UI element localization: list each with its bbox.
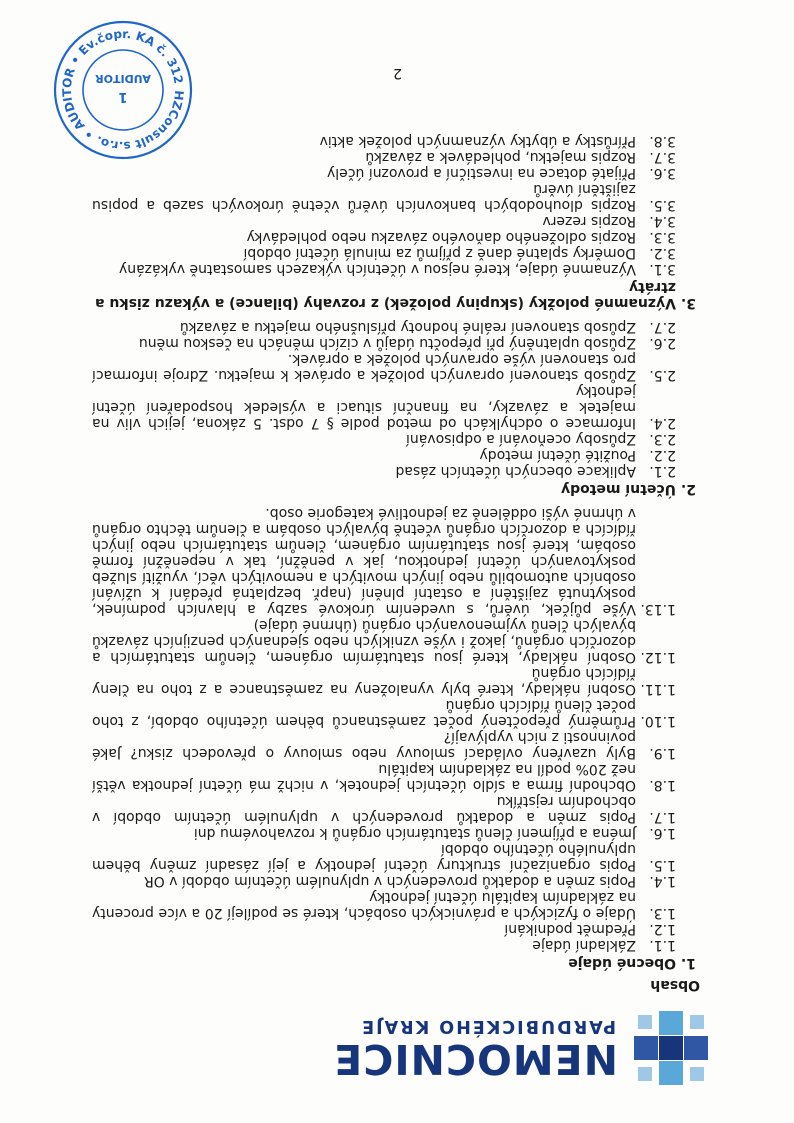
item-text: Přijaté dotace na investiční a provozní účely [327,165,636,181]
item-text: Použité účetní metody [479,447,636,463]
list-item [92,937,676,953]
item-number: 1.9. [649,745,676,761]
list-item [92,181,676,213]
item-number: 3.4. [649,213,676,229]
list-item [92,165,676,181]
section-title-text: Významné položky (skupiny položek) z rozvahy (bilance) a výkazu zisku a ztráty [95,279,676,311]
item-number: 2.4. [649,415,676,431]
list-item [92,761,676,793]
list-item [92,463,676,479]
item-text: Rozpis rezerv [542,213,636,229]
list-item [92,665,676,697]
item-number: 2.2. [649,447,676,463]
list-item [92,245,676,261]
item-number: 1.12. [640,649,676,665]
section-title-text: Obecné údaje [568,955,676,971]
auditor-stamp [48,15,198,165]
item-number: 1.11. [640,681,676,697]
list-item [92,793,676,825]
item-number: 2.3. [649,431,676,447]
list-item [92,617,676,665]
item-text: Popis změn a dodatků provedených v uplynulém účetním období v obchodním rejstříku [92,793,636,825]
item-number: 1.1. [649,937,676,953]
item-number: 3.1. [649,261,676,277]
item-text: Způsob uplatněný při přepočtu údajů v cizích měnách na českou měnu [138,335,636,351]
item-text: Rozpis dlouhodobých bankovních úvěrů včetně úrokových sazeb a popisu zajištění úvěrů [92,181,636,213]
item-text: Základní údaje [532,937,636,953]
item-text: Jména a příjmení členů statutárních orgánů k rozvahovému dni [193,825,636,841]
list-item [92,351,676,383]
section-title [92,481,696,497]
item-number: 1.13. [640,601,676,617]
item-number: 2.7. [649,319,676,335]
item-text: Rozpis majetku, pohledávek a závazků [365,149,636,165]
item-number: 1.8. [649,777,676,793]
item-text: Rozpis odloženého daňového závazku nebo pohledávky [246,229,636,245]
item-text: Přírůstky a úbytky významných položek aktiv [319,133,636,149]
item-number: 3.3. [649,229,676,245]
list-item [92,383,676,431]
item-text: Průměrný přepočtený počet zaměstnanců během účetního období, z toho počet členů řídících orgánů [92,697,636,729]
item-number: 1.3. [649,905,676,921]
item-number: 2.5. [649,367,676,383]
item-text: Informace o odchylkách od metod podle § 7 odst. 5 zákona, jejich vliv na majetek a závazky, na finanční situaci a výsledek hospodaření účetní jednotky [92,383,636,431]
item-number: 3.8. [649,133,676,149]
item-text: Způsob stanovení opravných položek a oprávek k majetku. Zdroje informací pro stanovení výše opravných položek a oprávek. [92,351,636,383]
list-item [92,889,676,921]
section-number: 2. [680,481,696,497]
item-text: Doměrky splatné daně z příjmů za minulá účetní období [243,245,636,261]
logo-cross-icon [634,1011,708,1085]
section-title [92,279,696,311]
table-of-contents [92,133,700,993]
list-item [92,447,676,463]
item-number: 3.6. [649,165,676,181]
section-number: 3. [680,295,696,311]
hospital-logo [333,1011,708,1085]
item-text: Způsob stanovení reálné hodnoty příslušného majetku a závazků [179,319,636,335]
item-text: Údaje o fyzických a právnických osobách, které se podílejí 20 a více procenty na základním kapitálu účetní jednotky [92,889,636,921]
item-number: 3.7. [649,149,676,165]
item-number: 2.1. [649,463,676,479]
item-number: 2.6. [649,335,676,351]
item-text: Obchodní firma a sídlo účetních jednotek, v nichž má účetní jednotka větší než 20% podíl na základním kapitálu [92,761,636,793]
list-item [92,261,676,277]
section-number: 1. [680,955,696,971]
list-item [92,921,676,937]
item-number: 3.2. [649,245,676,261]
stamp-center-number: 1 [118,89,128,104]
item-number: 1.5. [649,857,676,873]
list-item [92,729,676,761]
item-text: Předmět podnikání [504,921,636,937]
list-item [92,213,676,229]
stamp-center-word: AUDITOR [95,72,151,85]
item-number: 1.2. [649,921,676,937]
logo-name: NEMOCNICE [333,1035,618,1083]
item-text: Popis organizační struktury účetní jednotky a její zásadní změny během uplynulého účetního období [92,841,636,873]
item-text: Popis změn a dodatků provedených v uplynulém účetním období v OR [143,873,636,889]
logo-region: PARDUBICKÉHO KRAJE [360,1016,616,1036]
item-text: Osobní náklady, které byly vynaloženy na zaměstnance a z toho na členy řídících orgánů [92,665,636,697]
page-number: 2 [393,65,402,81]
list-item [92,873,676,889]
list-item [92,335,676,351]
list-item [92,841,676,873]
item-number: 1.10. [640,713,676,729]
item-text: Výše půjček, úvěrů, s uvedením úrokové sazby a hlavních podmínek, poskytnutá zajištění a ostatní plnění (např. bezplatná předání k užívání osobních automobilů nebo jiných movitých a nemovitých věcí, využití služeb poskytovaných účetní jednotkou, jak v peněžní, tak v nepeněžní formě osobám, které jsou statutárním orgánem, členům statutárních nebo jiných řídících a dozorčích orgánů včetně bývalých osobám a členům těchto orgánů v úhrnné výši odděleně za jednotlivé kategorie osob. [92,505,636,617]
item-number: 1.6. [649,825,676,841]
item-number: 3.5. [649,197,676,213]
item-number: 1.4. [649,873,676,889]
list-item [92,431,676,447]
item-text: Významné údaje, které nejsou v účetních výkazech samostatně vykázány [118,261,636,277]
list-item [92,229,676,245]
item-text: Aplikace obecných účetních zásad [395,463,636,479]
list-item [92,319,676,335]
sections-list [92,133,700,971]
document-heading: Obsah [650,977,700,993]
section-title-text: Účetní metody [560,481,676,497]
list-item [92,697,676,729]
section-title [92,955,696,971]
list-item [92,505,676,617]
item-text: Osobní náklady, které jsou statutárním orgánem, členům statutárních a dozorčích orgánů, jakož i výše vzniklých nebo sjednaných penzijních závazků bývalých členů vyjmenovaných orgánů (úhrnné údaje) [92,617,636,665]
list-item [92,825,676,841]
item-number: 1.7. [649,809,676,825]
item-text: Byly uzavřeny ovládací smlouvy nebo smlouvy o převodech zisku? Jaké povinnosti z nich vyplývají? [92,729,636,761]
stamp-ring-text: HZConsult s.r.o. • AUDITOR • Ev.čopr. KA č. 312 [59,26,187,154]
item-text: Způsoby oceňování a odpisování [406,431,636,447]
